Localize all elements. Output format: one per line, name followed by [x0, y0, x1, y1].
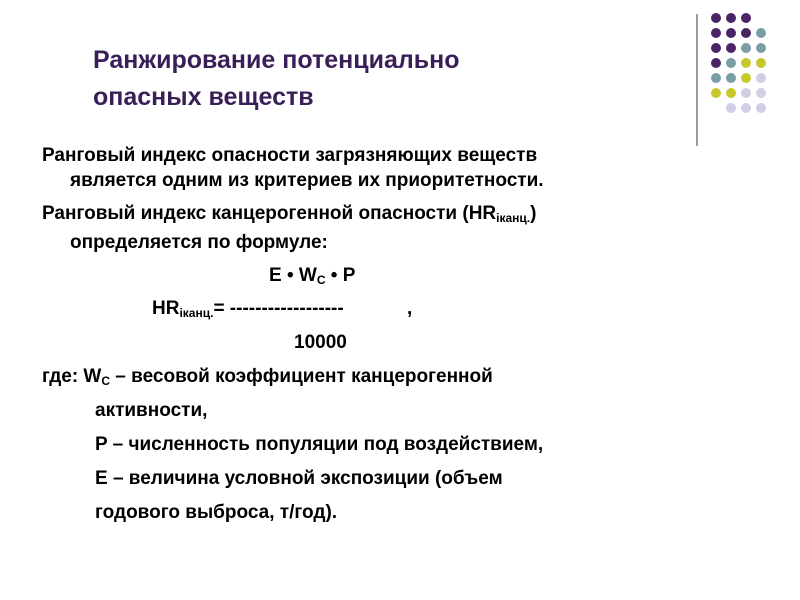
decorative-dot — [726, 28, 736, 38]
decorative-dot — [756, 43, 766, 53]
paragraph-1-line-1: Ранговый индекс опасности загрязняющих веществ — [42, 145, 538, 166]
slide-title — [93, 42, 613, 116]
numerator-p: • P — [325, 265, 356, 286]
decorative-dot — [711, 73, 721, 83]
formula-hr: HR — [152, 298, 180, 319]
decorative-dot — [756, 88, 766, 98]
decorative-dot — [711, 43, 721, 53]
decorative-dot — [741, 88, 751, 98]
decorative-dot — [711, 13, 721, 23]
decorative-dot — [741, 28, 751, 38]
where-rest: – весовой коэффициент канцерогенной — [110, 366, 493, 387]
decorative-dot — [711, 58, 721, 68]
decorative-dot — [741, 43, 751, 53]
paragraph-2-line-2: определяется по формуле: — [70, 232, 328, 253]
decorative-dot — [741, 103, 751, 113]
decorative-dot — [726, 43, 736, 53]
formula-denominator: 10000 — [294, 332, 347, 353]
where-subscript: C — [101, 374, 111, 388]
decorative-dot — [726, 88, 736, 98]
title-line-1: Ранжирование потенциально — [93, 46, 460, 74]
para2-subscript: iканц. — [496, 211, 531, 225]
para2-suffix: ) — [530, 203, 537, 224]
formula-hr-subscript: iканц. — [179, 306, 214, 320]
numerator-subscript: C — [316, 273, 326, 287]
definition-p: P – численность популяции под воздействием, — [95, 434, 544, 455]
decorative-dot — [726, 73, 736, 83]
decorative-dot — [726, 13, 736, 23]
decorative-dot — [756, 103, 766, 113]
definition-e-line-2: годового выброса, т/год). — [95, 502, 338, 523]
definition-e-line-1: E – величина условной экспозиции (объем — [95, 468, 503, 489]
decorative-dot — [711, 88, 721, 98]
para2-prefix: Ранговый индекс канцерогенной опасности (HR — [42, 203, 497, 224]
formula-equals-bar: = ------------------ — [213, 298, 344, 319]
decorative-dot — [756, 58, 766, 68]
paragraph-2-line-1 — [42, 200, 536, 228]
where-line-2: активности, — [95, 400, 208, 421]
divider-line — [696, 14, 698, 146]
decorative-dot — [741, 73, 751, 83]
formula-lhs — [152, 295, 344, 323]
decorative-dot — [741, 13, 751, 23]
decorative-dot — [711, 28, 721, 38]
decorative-dot — [756, 73, 766, 83]
dot-grid-decoration — [711, 13, 771, 128]
where-line-1 — [42, 363, 493, 391]
formula-numerator — [269, 262, 355, 290]
decorative-dot — [756, 28, 766, 38]
title-line-2: опасных веществ — [93, 83, 314, 111]
decorative-dot — [726, 58, 736, 68]
decorative-dot — [726, 103, 736, 113]
where-prefix: где: W — [42, 366, 102, 387]
formula-comma: , — [407, 298, 413, 319]
paragraph-1-line-2: является одним из критериев их приоритетности. — [70, 170, 544, 191]
decorative-dot — [741, 58, 751, 68]
numerator-e-w: E • W — [269, 265, 317, 286]
